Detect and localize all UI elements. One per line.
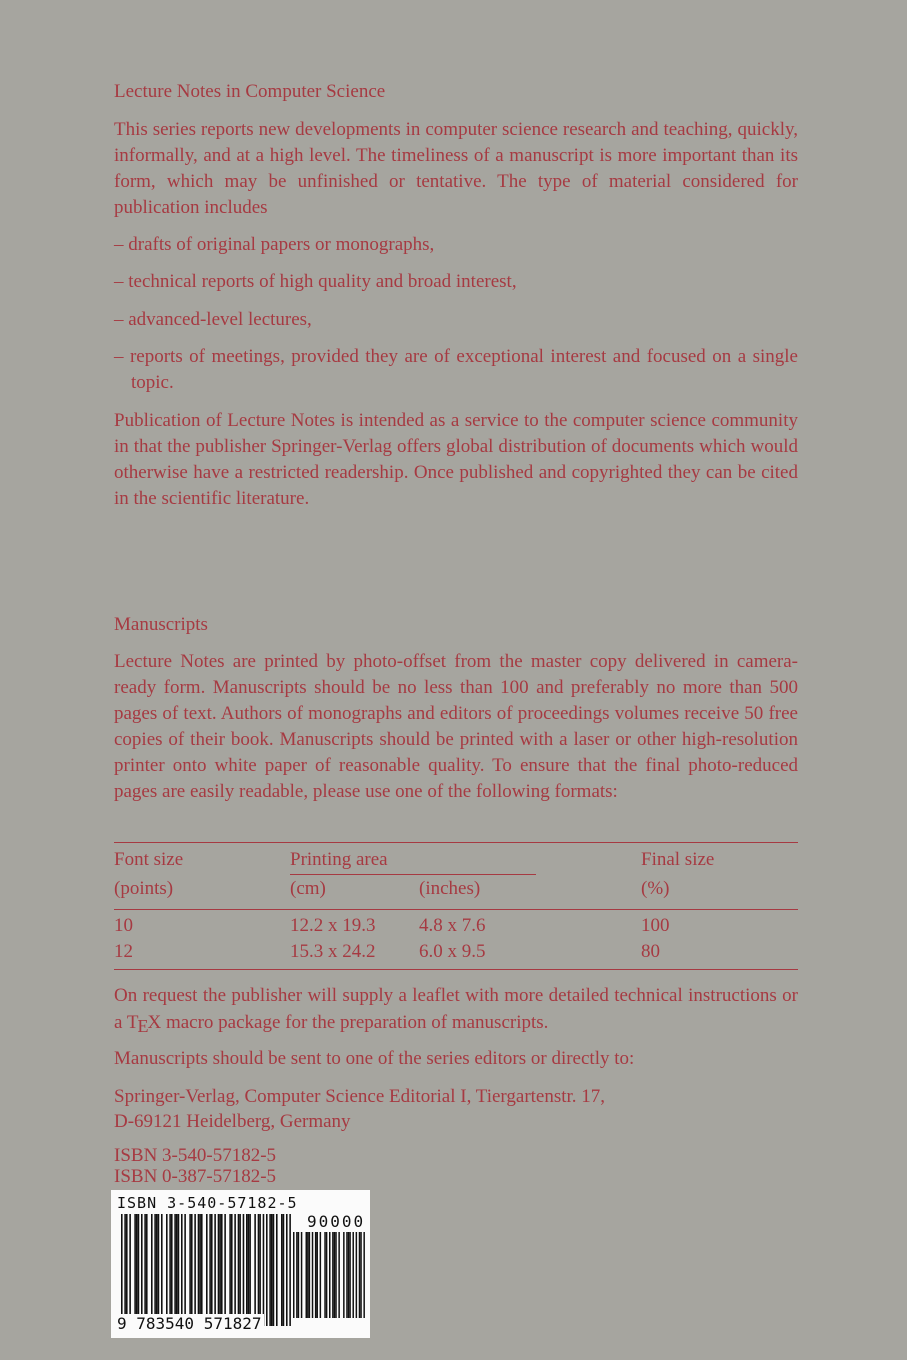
- header-percent: (%): [641, 878, 670, 899]
- barcode-bar: [176, 1214, 178, 1326]
- barcode-bar: [346, 1232, 347, 1318]
- barcode-bar: [266, 1214, 268, 1326]
- barcode-bar: [283, 1214, 285, 1326]
- barcode-bar: [307, 1232, 308, 1318]
- manuscripts-title: Manuscripts: [114, 614, 208, 635]
- barcode-bar: [296, 1232, 297, 1318]
- barcode-bar: [126, 1214, 128, 1326]
- barcode-bar: [199, 1214, 201, 1326]
- barcode-bar: [329, 1232, 330, 1318]
- list-item: – advanced-level lectures,: [114, 309, 312, 330]
- address-line-2: D-69121 Heidelberg, Germany: [114, 1111, 351, 1132]
- barcode-bar: [316, 1232, 317, 1318]
- series-service: Publication of Lecture Notes is intended as a service to the computer science community in that the publisher Springer-Verlag offers global distribution of documents which would otherwise have a restricted readership. Once published and copyrighted they can be cited in the scientific literature.: [114, 410, 798, 509]
- barcode-bar: [349, 1232, 350, 1318]
- barcode-bar: [144, 1214, 146, 1326]
- barcode-bar: [206, 1214, 208, 1326]
- barcode-bars: [121, 1214, 291, 1326]
- barcode-bar: [315, 1232, 316, 1318]
- barcode-bar: [169, 1214, 171, 1326]
- barcode-bar: [134, 1214, 136, 1326]
- series-title: Lecture Notes in Computer Science: [114, 81, 386, 102]
- series-intro: This series reports new developments in computer science research and teaching, quickly, informally, and at a high level. The timeliness of a manuscript is more important than its form, which may be unfinished or tentative. The type of material considered for publication includes: [114, 119, 798, 218]
- header-final-size: Final size: [641, 849, 715, 870]
- barcode-bar: [198, 1214, 200, 1326]
- barcode-bar: [138, 1214, 140, 1326]
- list-item: – technical reports of high quality and broad interest,: [114, 271, 517, 292]
- table-cell: 100: [641, 915, 670, 936]
- barcode-bar: [191, 1214, 193, 1326]
- barcode-bar: [360, 1232, 361, 1318]
- barcode-bar: [281, 1214, 283, 1326]
- barcode-bar: [218, 1214, 220, 1326]
- barcode-ean-text: 9 783540 571827: [117, 1314, 262, 1333]
- barcode-bar: [189, 1214, 191, 1326]
- barcode-bar: [129, 1214, 131, 1326]
- isbn-line-1: ISBN 3-540-57182-5: [114, 1145, 277, 1166]
- barcode-bar: [312, 1232, 313, 1318]
- barcode-bar: [136, 1214, 138, 1326]
- table-rule-bottom: [114, 969, 798, 970]
- barcode-bar: [146, 1214, 148, 1326]
- table-rule-mid: [114, 909, 798, 910]
- barcode-bar: [246, 1214, 248, 1326]
- barcode-bar: [338, 1232, 339, 1318]
- barcode-addon-bars: [293, 1232, 365, 1318]
- barcode-bar: [249, 1214, 251, 1326]
- barcode-isbn-text: ISBN 3-540-57182-5: [117, 1194, 298, 1212]
- table-rule-area: [290, 874, 536, 875]
- barcode-bar: [271, 1214, 273, 1326]
- barcode-bar: [269, 1214, 271, 1326]
- barcode-bar: [363, 1232, 364, 1318]
- table-cell: 80: [641, 941, 660, 962]
- barcode-bar: [332, 1232, 333, 1318]
- request-text-end: macro package for the preparation of manuscripts.: [161, 1012, 549, 1033]
- table-rule-top: [114, 842, 798, 843]
- barcode-bar: [320, 1232, 321, 1318]
- barcode-bar: [273, 1214, 275, 1326]
- barcode-bar: [224, 1214, 226, 1326]
- isbn-line-2: ISBN 0-387-57182-5: [114, 1166, 277, 1187]
- barcode-bar: [214, 1214, 216, 1326]
- barcode-bar: [154, 1214, 156, 1326]
- barcode-bar: [171, 1214, 173, 1326]
- barcode-bar: [298, 1232, 299, 1318]
- barcode-bar: [211, 1214, 213, 1326]
- table-cell: 4.8 x 7.6: [419, 915, 486, 936]
- barcode-bar: [348, 1232, 349, 1318]
- barcode-bar: [352, 1232, 353, 1318]
- list-item: – drafts of original papers or monographs,: [114, 234, 435, 255]
- table-cell: 10: [114, 915, 133, 936]
- table-cell: 15.3 x 24.2: [290, 941, 376, 962]
- barcode-bar: [158, 1214, 160, 1326]
- barcode-bar: [334, 1232, 335, 1318]
- barcode-bar: [254, 1214, 256, 1326]
- manuscripts-body: Lecture Notes are printed by photo-offset from the master copy delivered in camera-ready form. Manuscripts should be no less than 100 and preferably no more than 500 pages of text. Authors of monographs and editors of proceedings volumes receive 50 free copies of their book. Manuscripts should be printed with a laser or other high-resolution printer onto white paper of reasonable quality. To ensure that the final photo-reduced pages are easily readable, please use one of the following formats:: [114, 651, 798, 802]
- list-item: – reports of meetings, provided they are of exceptional interest and focused on a single topic.: [114, 346, 798, 393]
- barcode-bar: [174, 1214, 176, 1326]
- barcode-bar: [161, 1214, 163, 1326]
- header-font-size: Font size: [114, 849, 184, 870]
- barcode-bar: [258, 1214, 260, 1326]
- barcode-bar: [234, 1214, 236, 1326]
- barcode-bar: [151, 1214, 153, 1326]
- barcode-bar: [326, 1232, 327, 1318]
- barcode-bar: [359, 1232, 360, 1318]
- barcode-bar: [194, 1214, 196, 1326]
- request-paragraph: [114, 983, 798, 1036]
- barcode-bar: [178, 1214, 180, 1326]
- barcode-bar: [156, 1214, 158, 1326]
- table-cell: 12.2 x 19.3: [290, 915, 376, 936]
- table-cell: 12: [114, 941, 133, 962]
- barcode-bar: [184, 1214, 186, 1326]
- table-cell: 6.0 x 9.5: [419, 941, 486, 962]
- barcode-bar: [356, 1232, 357, 1318]
- barcode-bar: [276, 1214, 278, 1326]
- barcode-bar: [166, 1214, 168, 1326]
- barcode-bar: [248, 1214, 250, 1326]
- barcode-bar: [259, 1214, 261, 1326]
- barcode-bar: [231, 1214, 233, 1326]
- header-points: (points): [114, 878, 174, 899]
- barcode-bar: [324, 1232, 325, 1318]
- barcode-bar: [286, 1214, 288, 1326]
- barcode-bar: [306, 1232, 307, 1318]
- barcode-bar: [229, 1214, 231, 1326]
- request-text: On request the publisher will supply a leaflet with more detailed technical instructions or a: [114, 985, 798, 1033]
- barcode-bar: [201, 1214, 203, 1326]
- barcode-bar: [238, 1214, 240, 1326]
- barcode-bar: [209, 1214, 211, 1326]
- barcode-bar: [301, 1232, 302, 1318]
- barcode-bar: [121, 1214, 123, 1326]
- barcode-bar: [343, 1232, 344, 1318]
- barcode-bar: [335, 1232, 336, 1318]
- barcode-bar: [293, 1232, 294, 1318]
- barcode: [111, 1190, 370, 1338]
- barcode-bar: [239, 1214, 241, 1326]
- barcode-bar: [289, 1214, 291, 1326]
- header-inches: (inches): [419, 878, 481, 899]
- send-instruction: Manuscripts should be sent to one of the series editors or directly to:: [114, 1048, 635, 1069]
- address-line-1: Springer-Verlag, Computer Science Editorial I, Tiergartenstr. 17,: [114, 1086, 606, 1107]
- barcode-bar: [141, 1214, 143, 1326]
- barcode-bar: [124, 1214, 126, 1326]
- barcode-price-code: 90000: [307, 1212, 366, 1231]
- barcode-bar: [243, 1214, 245, 1326]
- header-cm: (cm): [290, 878, 326, 899]
- barcode-bar: [221, 1214, 223, 1326]
- barcode-bar: [219, 1214, 221, 1326]
- barcode-bar: [263, 1214, 265, 1326]
- header-printing-area: Printing area: [290, 849, 388, 870]
- tex-logo: TEX: [126, 1012, 162, 1036]
- barcode-bar: [309, 1232, 310, 1318]
- barcode-bar: [181, 1214, 183, 1326]
